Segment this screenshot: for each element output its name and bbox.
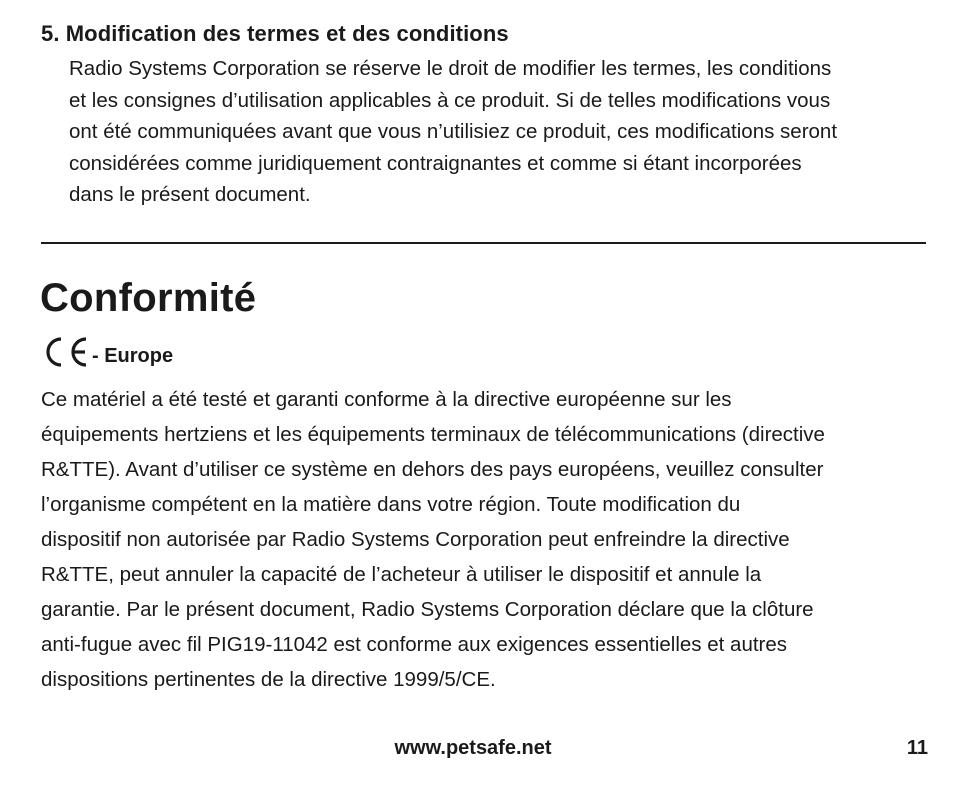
body-line: équipements hertziens et les équipements terminaux de télécommunications (directive [41,423,825,446]
body-line: dans le présent document. [69,183,311,207]
body-line: dispositions pertinentes de la directive 1999/5/CE. [41,668,496,691]
body-line: anti-fugue avec fil PIG19-11042 est conforme aux exigences essentielles et autres [41,633,788,656]
ce-europe-heading [42,334,173,368]
section-body [69,53,939,211]
page-number: 11 [906,737,928,759]
section-heading: 5. Modification des termes et des conditions [41,21,509,46]
compliance-body [41,382,931,697]
body-line: dispositif non autorisée par Radio Systems Corporation peut enfreindre la directive [41,528,790,551]
section-divider [41,242,926,244]
body-line: et les consignes d’utilisation applicables à ce produit. Si de telles modifications vous [69,88,831,112]
ce-europe-label: - Europe [92,345,174,367]
footer-url: www.petsafe.net [394,737,552,759]
body-line: garantie. Par le présent document, Radio Systems Corporation déclare que la clôture [41,598,814,621]
body-line: R&TTE). Avant d’utiliser ce système en dehors des pays européens, veuillez consulter [41,458,824,481]
body-line: ont été communiquées avant que vous n’utilisiez ce produit, ces modifications seront [69,120,838,144]
body-line: Ce matériel a été testé et garanti conforme à la directive européenne sur les [41,388,732,411]
body-line: Radio Systems Corporation se réserve le droit de modifier les termes, les conditions [69,57,832,80]
body-line: R&TTE, peut annuler la capacité de l’acheteur à utiliser le dispositif et annule la [41,563,762,586]
body-line: considérées comme juridiquement contraignantes et comme si étant incorporées [69,151,802,175]
page-title: Conformité [40,276,257,320]
ce-mark-icon [42,336,90,368]
body-line: l’organisme compétent en la matière dans votre région. Toute modification du [41,493,741,516]
